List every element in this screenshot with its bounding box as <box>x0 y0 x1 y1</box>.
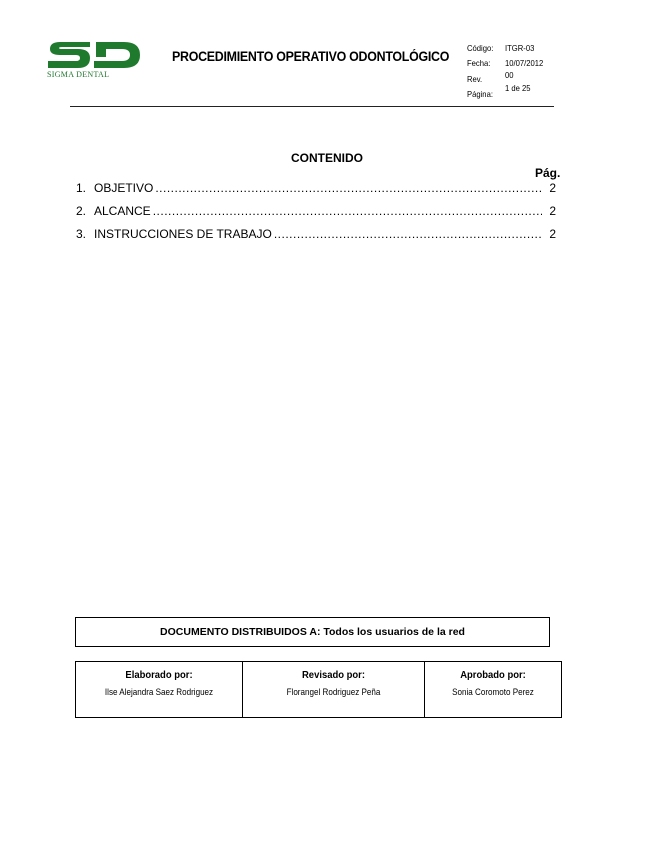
distribution-text: DOCUMENTO DISTRIBUIDOS A: Todos los usuarios de la red <box>160 626 465 638</box>
toc-dot-leader <box>155 181 542 195</box>
fecha-value: 10/07/2012 <box>505 58 544 68</box>
toc-entry-objetivo[interactable] <box>76 181 556 195</box>
signature-cell-aprobado <box>425 662 561 717</box>
logo-wordmark: SIGMA DENTAL <box>47 70 110 79</box>
toc-entry-page: 2 <box>549 181 556 195</box>
pagina-value: 1 de 25 <box>505 83 531 93</box>
signature-role-label: Revisado por: <box>301 669 365 681</box>
signature-person-name: Ilse Alejandra Saez Rodriguez <box>104 687 214 698</box>
fecha-label: Fecha: <box>467 58 491 68</box>
page-column-label: Pág. <box>535 166 561 180</box>
toc-entry-title: ALCANCE <box>94 204 151 218</box>
contents-heading: CONTENIDO <box>291 151 363 165</box>
signature-table <box>75 661 562 718</box>
toc-entry-alcance[interactable] <box>76 204 556 218</box>
toc-entry-number: 1. <box>76 181 87 195</box>
toc-dot-leader <box>274 227 542 241</box>
distribution-box <box>75 617 550 647</box>
toc-entry-page: 2 <box>549 204 556 218</box>
signature-role-label: Aprobado por: <box>460 669 526 681</box>
toc-entry-title: INSTRUCCIONES DE TRABAJO <box>94 227 272 241</box>
toc-entry-number: 2. <box>76 204 87 218</box>
rev-label: Rev. <box>467 74 483 84</box>
document-title: PROCEDIMIENTO OPERATIVO ODONTOLÓGICO <box>172 49 450 64</box>
signature-role-label: Elaborado por: <box>125 669 193 681</box>
codigo-value: ITGR-03 <box>505 43 535 53</box>
signature-person-name: Florangel Rodriguez Peña <box>286 687 381 698</box>
toc-entry-instrucciones[interactable] <box>76 227 556 241</box>
header-divider <box>70 106 554 107</box>
rev-value: 00 <box>505 70 514 80</box>
pagina-label: Página: <box>467 89 493 99</box>
signature-person-name: Sonia Coromoto Perez <box>452 687 534 698</box>
toc-entry-page: 2 <box>549 227 556 241</box>
codigo-label: Código: <box>467 43 494 53</box>
toc-entry-title: OBJETIVO <box>94 181 154 195</box>
signature-cell-revisado <box>243 662 425 717</box>
toc-dot-leader <box>153 204 542 218</box>
toc-entry-number: 3. <box>76 227 87 241</box>
signature-cell-elaborado <box>76 662 243 717</box>
